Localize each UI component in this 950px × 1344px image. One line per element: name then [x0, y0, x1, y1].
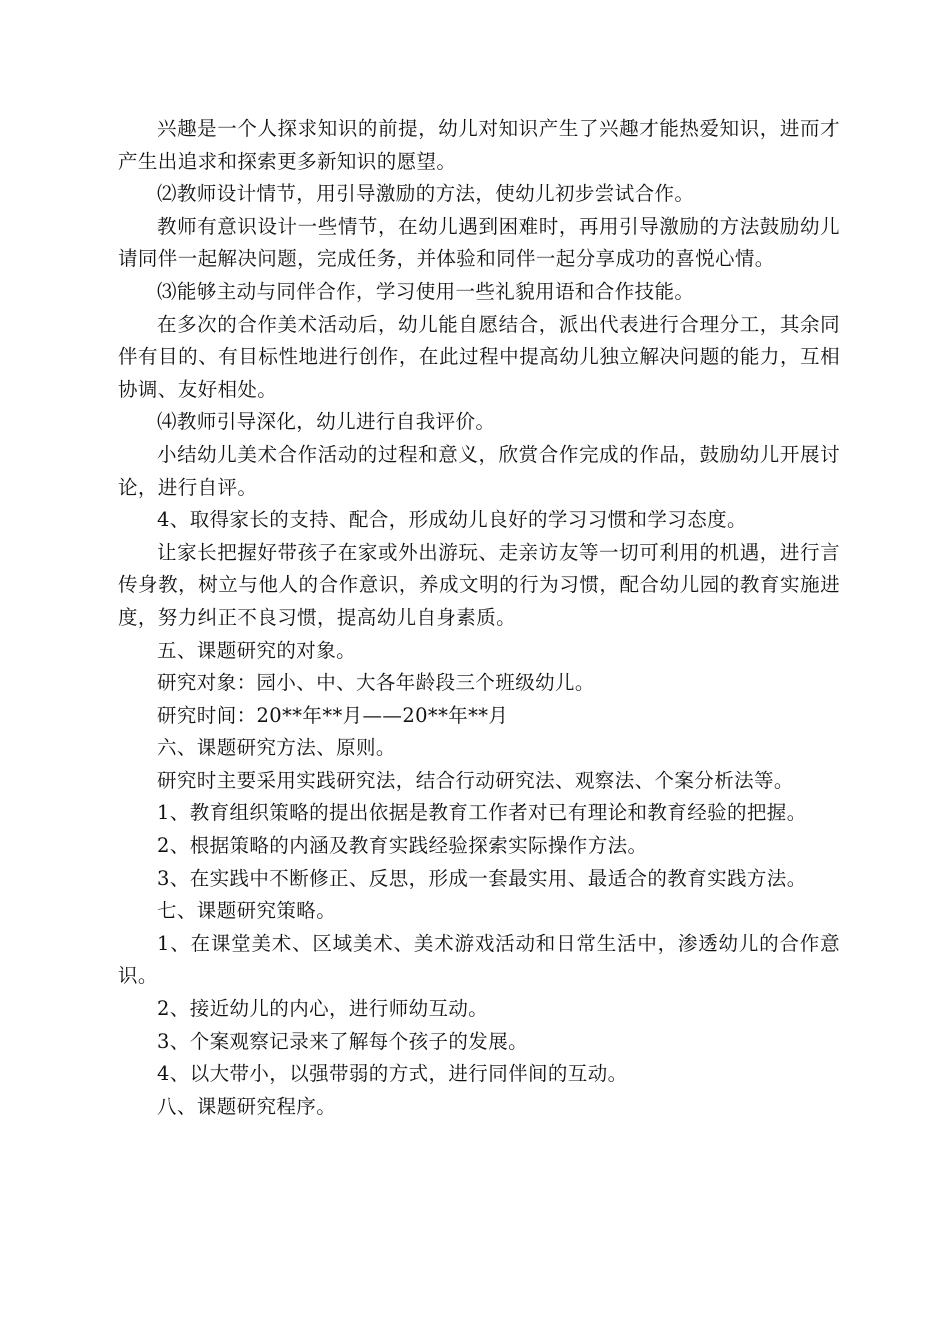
section-heading: 八、课题研究程序。: [157, 1094, 337, 1118]
section-heading: 六、课题研究方法、原则。: [157, 736, 396, 760]
paragraph: 让家长把握好带孩子在家或外出游玩、走亲访友等一切可利用的机遇，进行言传身教，树立与他人的合作意识，养成文明的行为习惯，配合幼儿园的教育实施进度，努力纠正不良习惯，提高幼儿自身素质。: [118, 540, 840, 629]
paragraph: 2、接近幼儿的内心，进行师幼互动。: [157, 997, 489, 1021]
paragraph: 兴趣是一个人探求知识的前提，幼儿对知识产生了兴趣才能热爱知识，进而才产生出追求和探索更多新知识的愿望。: [118, 117, 840, 173]
paragraph: 4、以大带小，以强带弱的方式，进行同伴间的互动。: [157, 1062, 628, 1086]
paragraph: 小结幼儿美术合作活动的过程和意义，欣赏合作完成的作品，鼓励幼儿开展讨论，进行自评。: [118, 442, 840, 499]
paragraph: 教师有意识设计一些情节，在幼儿遇到困难时，再用引导激励的方法鼓励幼儿请同伴一起解决问题，完成任务，并体验和同伴一起分享成功的喜悦心情。: [118, 214, 840, 271]
paragraph: ⑷教师引导深化，幼儿进行自我评价。: [157, 410, 496, 434]
paragraph: 研究对象：园小、中、大各年龄段三个班级幼儿。: [157, 671, 595, 695]
paragraph: 2、根据策略的内涵及教育实践经验探索实际操作方法。: [157, 834, 648, 858]
paragraph: 3、个案观察记录来了解每个孩子的发展。: [157, 1029, 529, 1053]
paragraph: 4、取得家长的支持、配合，形成幼儿良好的学习习惯和学习态度。: [157, 508, 747, 532]
document-body: [118, 113, 840, 1123]
paragraph: 1、教育组织策略的提出依据是教育工作者对已有理论和教育经验的把握。: [157, 801, 807, 825]
paragraph: 研究时间：20**年**月——20**年**月: [157, 703, 509, 727]
paragraph: ⑶能够主动与同伴合作，学习使用一些礼貌用语和合作技能。: [157, 279, 695, 303]
paragraph: 3、在实践中不断修正、反思，形成一套最实用、最适合的教育实践方法。: [157, 866, 807, 890]
section-heading: 五、课题研究的对象。: [157, 638, 357, 662]
section-heading: 七、课题研究策略。: [157, 899, 337, 923]
paragraph: 研究时主要采用实践研究法，结合行动研究法、观察法、个案分析法等。: [157, 768, 794, 792]
paragraph: 在多次的合作美术活动后，幼儿能自愿结合，派出代表进行合理分工，其余同伴有目的、有目标性地进行创作，在此过程中提高幼儿独立解决问题的能力，互相协调、友好相处。: [118, 312, 840, 401]
paragraph: ⑵教师设计情节，用引导激励的方法，使幼儿初步尝试合作。: [157, 182, 695, 206]
paragraph: 1、在课堂美术、区域美术、美术游戏活动和日常生活中，渗透幼儿的合作意识。: [118, 931, 840, 988]
